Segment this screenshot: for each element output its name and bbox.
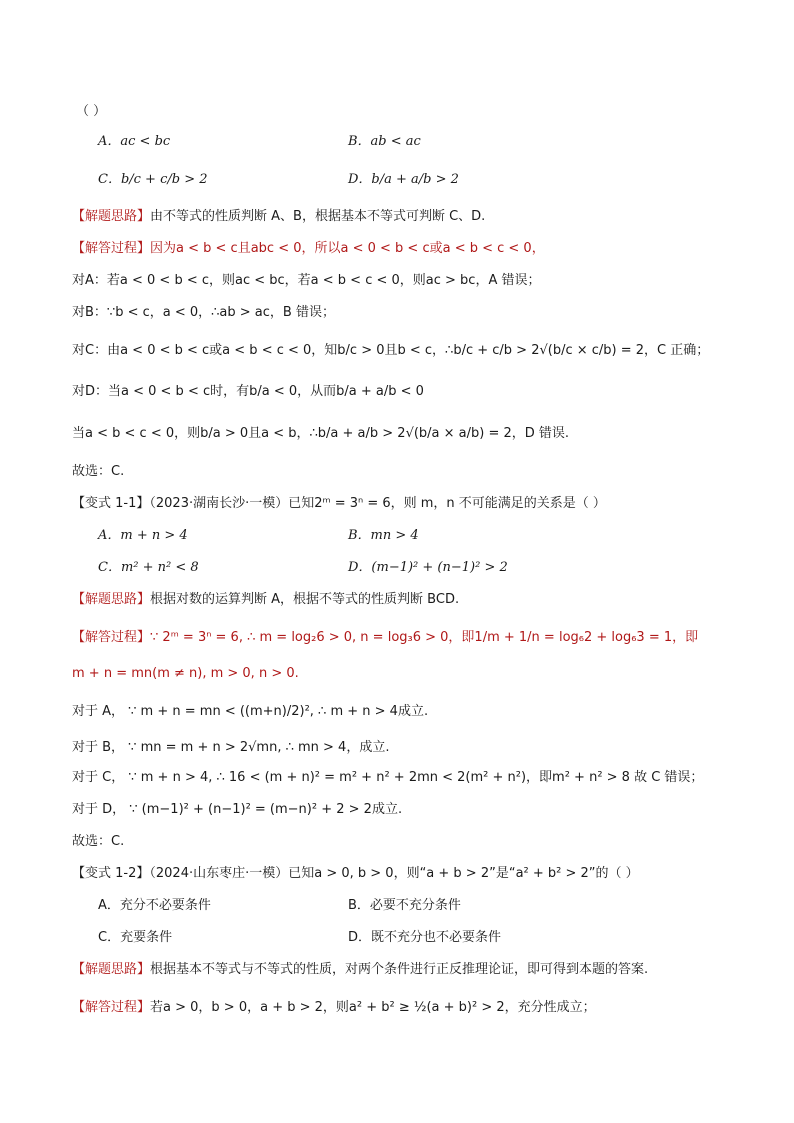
case-d-part1: 对D：当a < 0 < b < c时，有b/a < 0，从而b/a + a/b < 0 <box>72 384 424 399</box>
case-b: 对于 B， ∵ mn = m + n > 2√mn, ∴ mn > 4，成立. <box>72 740 390 755</box>
solution-thinking: 【解题思路】根据基本不等式与不等式的性质，对两个条件进行正反推理论证，即可得到本题的答案. <box>72 962 649 977</box>
case-c: 对C：由a < 0 < b < c或a < b < c < 0，知b/c > 0且b < c，∴b/c + c/b > 2√(b/c × c/b) = 2，C 正确； <box>72 343 710 358</box>
option-c: C．充要条件 <box>98 930 173 945</box>
case-a: 对A：若a < 0 < b < c，则ac < bc，若a < b < c < 0，则ac > bc，A 错误； <box>72 273 541 288</box>
case-a: 对于 A， ∵ m + n = mn < ((m+n)/2)², ∴ m + n > 4成立. <box>72 704 429 719</box>
option-d: D．(m−1)² + (n−1)² > 2 <box>348 560 508 575</box>
option-a: A．m + n > 4 <box>98 528 188 543</box>
option-d: D．b/a + a/b > 2 <box>348 172 459 187</box>
case-d-part2: 当a < b < c < 0，则b/a > 0且a < b，∴b/a + a/b > 2√(b/a × a/b) = 2，D 错误. <box>72 426 570 441</box>
process-line-2: m + n = mn(m ≠ n), m > 0, n > 0. <box>72 666 299 681</box>
option-b: B．必要不充分条件 <box>348 898 461 913</box>
option-c: C．b/c + c/b > 2 <box>98 172 208 187</box>
final-answer: 故选：C. <box>72 464 125 479</box>
final-answer: 故选：C. <box>72 834 125 849</box>
option-d: D．既不充分也不必要条件 <box>348 930 502 945</box>
process-tag: 【解答过程】 <box>72 241 151 256</box>
thinking-tag: 【解题思路】 <box>72 209 151 224</box>
option-a: A．ac < bc <box>98 134 171 149</box>
option-a: A．充分不必要条件 <box>98 898 211 913</box>
option-c: C．m² + n² < 8 <box>98 560 199 575</box>
solution-process: 【解答过程】若a > 0，b > 0，a + b > 2，则a² + b² ≥ ½(a + b)² > 2，充分性成立； <box>72 1000 596 1015</box>
option-b: B．mn > 4 <box>348 528 419 543</box>
case-d: 对于 D， ∵ (m−1)² + (n−1)² = (m−n)² + 2 > 2成立. <box>72 802 403 817</box>
solution-process: 【解答过程】∵ 2ᵐ = 3ⁿ = 6, ∴ m = log₂6 > 0, n = log₃6 > 0，即1/m + 1/n = log₆2 + log₆3 = 1，即 <box>72 630 699 645</box>
variant-1-2-header: 【变式 1-2】（2024·山东枣庄·一模）已知a > 0, b > 0，则“a + b > 2”是“a² + b² > 2”的（ ） <box>72 866 639 881</box>
solution-thinking: 【解题思路】由不等式的性质判断 A、B，根据基本不等式可判断 C、D. <box>72 209 486 224</box>
case-c: 对于 C， ∵ m + n > 4, ∴ 16 < (m + n)² = m² + n² + 2mn < 2(m² + n²)，即m² + n² > 8 故 C 错误； <box>72 770 704 785</box>
variant-1-1-header: 【变式 1-1】（2023·湖南长沙·一模）已知2ᵐ = 3ⁿ = 6，则 m，n 不可能满足的关系是（ ） <box>72 496 606 511</box>
option-b: B．ab < ac <box>348 134 421 149</box>
solution-thinking: 【解题思路】根据对数的运算判断 A，根据不等式的性质判断 BCD. <box>72 592 460 607</box>
solution-process: 【解答过程】因为a < b < c且abc < 0，所以a < 0 < b < c或a < b < c < 0， <box>72 241 545 256</box>
answer-bracket: （ ） <box>76 104 107 119</box>
case-b: 对B：∵b < c，a < 0，∴ab > ac，B 错误； <box>72 305 335 320</box>
